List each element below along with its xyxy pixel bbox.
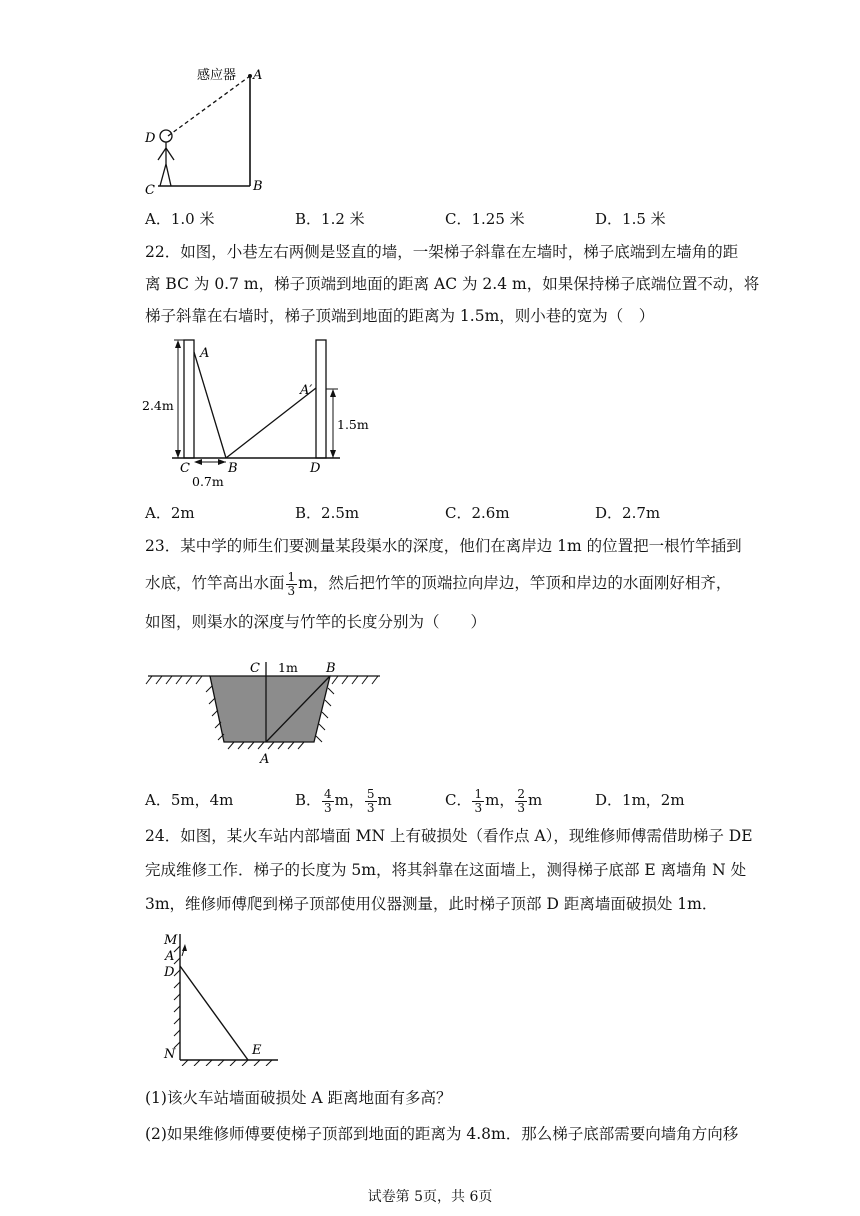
q22-option-a: A．2m [145, 504, 195, 522]
figure-q22 [140, 336, 380, 492]
q21-option-d: D．1.5 米 [595, 210, 666, 228]
fig24-label-e: E [252, 1043, 262, 1058]
figure-q24 [160, 926, 290, 1066]
q23-option-c-frac1: $\frac{1}{3}$ [474, 786, 483, 815]
figure-q23 [144, 656, 384, 768]
q23-line-2 [145, 568, 732, 598]
q24-line-3: 3m，维修师傅爬到梯子顶部使用仪器测量，此时梯子顶部 D 距离墙面破损处 1m． [145, 895, 718, 913]
q22-option-b: B．2.5m [295, 504, 360, 522]
q23-option-b [295, 786, 392, 815]
q23-option-a: A．5m，4m [145, 791, 234, 809]
fig22-bc-length: 0.7m [192, 474, 224, 489]
fig23-label-a: A [260, 752, 270, 767]
q22-options [145, 502, 745, 524]
q24-sub-1: (1)该火车站墙面破损处 A 距离地面有多高？ [145, 1089, 452, 1107]
fig24-label-m: M [164, 933, 178, 948]
q22-line-3: 梯子斜靠在右墙时，梯子顶端到地面的距离为 1.5m，则小巷的宽为（ ） [145, 307, 655, 325]
fig21-label-b: B [253, 179, 263, 194]
q23-options [145, 786, 745, 814]
fig22-label-c: C [180, 461, 190, 476]
q23-line-1: 23．某中学的师生们要测量某段渠水的深度，他们在离岸边 1m 的位置把一根竹竿插到 [145, 537, 742, 555]
fig22-label-aprime: A′ [300, 383, 313, 398]
fig22-label-a: A [200, 346, 210, 361]
q21-option-b: B．1.2 米 [295, 210, 365, 228]
page-footer: 试卷第 5页，共 6页 [367, 1189, 493, 1205]
fig23-label-b: B [326, 661, 336, 676]
fig23-dist: 1m [278, 660, 298, 675]
q23-fraction-num: 1 [287, 569, 296, 584]
q23-option-b-pre: B． [295, 791, 322, 809]
fig21-sensor-label: 感应器 [197, 68, 237, 83]
q23-option-c [445, 786, 542, 815]
q23-fraction-den: 3 [287, 583, 296, 598]
q21-option-c: C．1.25 米 [445, 210, 525, 228]
q23-option-c-pre: C． [445, 791, 472, 809]
q22-option-d: D．2.7m [595, 504, 661, 522]
q23-line-2-b: m，然后把竹竿的顶端拉向岸边，竿顶和岸边的水面刚好相齐， [298, 574, 732, 592]
q23-option-b-mid: m， [334, 791, 364, 809]
q23-option-b-frac1: $\frac{4}{3}$ [324, 786, 332, 815]
q24-sub-2: (2)如果维修师傅要使梯子顶部到地面的距离为 4.8m．那么梯子底部需要向墙角方向移 [145, 1125, 739, 1143]
q22-line-2: 离 BC 为 0.7 m，梯子顶端到地面的距离 AC 为 2.4 m，如果保持梯子底端位置不动，将 [145, 275, 760, 293]
q22-option-c: C．2.6m [445, 504, 510, 522]
fig24-label-a: A [165, 949, 175, 964]
fig22-label-d: D [310, 461, 321, 476]
fig22-label-b: B [228, 461, 238, 476]
fig22-height-left: 2.4m [142, 398, 174, 413]
q21-options [145, 208, 745, 230]
fig24-label-n: N [164, 1047, 176, 1062]
q23-fraction [286, 571, 298, 598]
fig21-label-c: C [145, 183, 155, 198]
q21-option-a: A．1.0 米 [145, 210, 215, 228]
q23-option-c-mid: m， [485, 791, 515, 809]
fig21-label-a: A [253, 68, 263, 83]
q23-option-c-post: m [528, 791, 543, 809]
q23-option-b-frac2: $\frac{5}{3}$ [366, 786, 375, 815]
figure-q21 [140, 60, 280, 200]
q22-line-1: 22．如图，小巷左右两侧是竖直的墙，一架梯子斜靠在左墙时，梯子底端到左墙角的距 [145, 243, 739, 261]
q23-option-c-frac2: $\frac{2}{3}$ [517, 786, 525, 815]
q23-option-d: D．1m，2m [595, 791, 685, 809]
q23-line-2-a: 水底，竹竿高出水面 [145, 574, 285, 592]
q24-line-2: 完成维修工作．梯子的长度为 5m，将其斜靠在这面墙上，测得梯子底部 E 离墙角 N 处 [145, 861, 747, 879]
fig23-label-c: C [250, 661, 260, 676]
q23-line-3: 如图，则渠水的深度与竹竿的长度分别为（ ） [145, 613, 487, 631]
fig21-label-d: D [145, 131, 156, 146]
q24-line-1: 24．如图，某火车站内部墙面 MN 上有破损处（看作点 A），现维修师傅需借助梯子 DE [145, 827, 753, 845]
fig22-height-right: 1.5m [337, 417, 369, 432]
q23-option-b-post: m [377, 791, 392, 809]
fig24-label-d: D [164, 965, 175, 980]
